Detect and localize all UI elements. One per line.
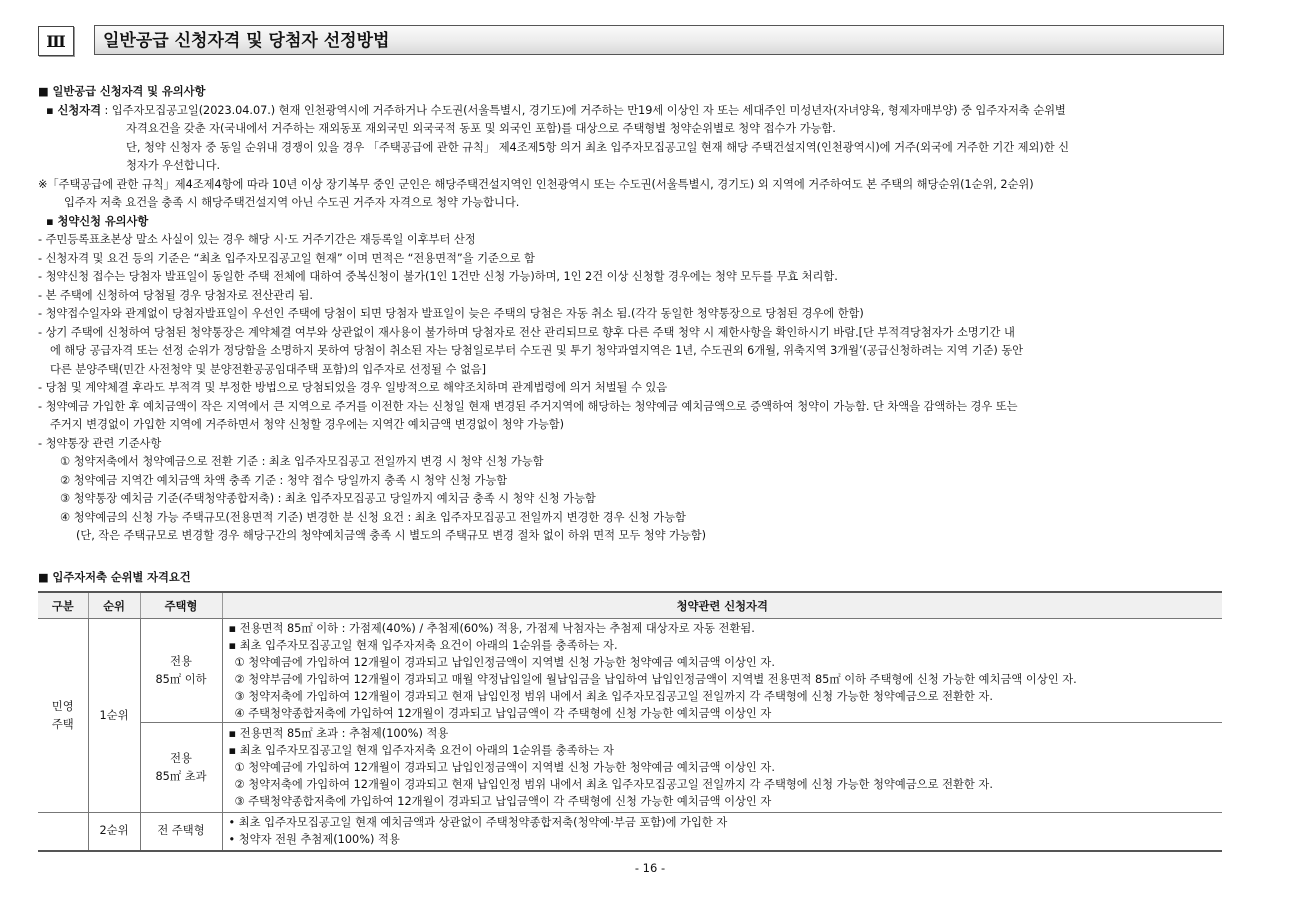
- caution-item: - 당첨 및 계약체결 후라도 부적격 및 부정한 방법으로 당첨되었을 경우 일방적으로 해약조치하며 관계법령에 의거 처벌될 수 있음: [38, 381, 668, 394]
- cell-line: • 최초 입주자모집공고일 현재 예치금액과 상관없이 주택청약종합저축(청약예·부금 포함)에 가입한 자: [228, 816, 728, 830]
- table-row: [38, 723, 1222, 813]
- cell-line: ② 청약저축에 가입하여 12개월이 경과되고 현재 납입인정 범위 내에서 최초 입주자모집공고일 전일까지 각 주택형에 신청 가능한 청약예금으로 전환한 자.: [234, 778, 993, 791]
- caution-item-cont: 에 해당 공급자격 또는 선정 순위가 정당함을 소명하지 못하여 당첨이 취소된 자는 당첨일로부터 수도권 및 투기 청약과열지역은 1년, 수도권외 6개월, 위축지역 3개월’(공급신청하려는 지역 기준) 동안: [50, 344, 1024, 357]
- table-row: [38, 813, 1222, 851]
- caution-item: - 청약예금 가입한 후 예치금액이 작은 지역에서 큰 지역으로 주거를 이전한 자는 신청일 현재 변경된 주거지역에 해당하는 청약예금 예치금액으로 증액하여 청약이 가능함. 단 차액을 감액하는 경우 또는: [38, 399, 1018, 413]
- note-line: ※「주택공급에 관한 규칙」제4조제4항에 따라 10년 이상 장기복무 중인 군인은 해당주택건설지역인 인천광역시 또는 수도권(서울특별시, 경기도) 외 지역에 거주하여도 본 주택의 해당순위(1순위, 2순위): [38, 177, 1034, 191]
- col-header-rank: 순위: [88, 592, 140, 619]
- cell-line: ▪ 최초 입주자모집공고일 현재 입주자저축 요건이 아래의 1순위를 충족하는 자: [228, 744, 614, 757]
- caution-item: - 상기 주택에 신청하여 당첨된 청약통장은 계약체결 여부와 상관없이 재사용이 불가하며 당첨자로 전산 관리되므로 향후 다른 주택 청약 시 제한사항을 확인하시기 바람.[단 부적격당첨자가 소명기간 내: [38, 325, 1015, 339]
- cell-line: ③ 청약저축에 가입하여 12개월이 경과되고 현재 납입인정 범위 내에서 최초 입주자모집공고일 전일까지 각 주택형에 신청 가능한 청약예금으로 전환한 자.: [234, 689, 993, 703]
- section-title: 일반공급 신청자격 및 당첨자 선정방법: [94, 25, 1224, 55]
- col-header-qualification: 청약관련 신청자격: [222, 592, 1222, 619]
- note-line: 입주자 저축 요건을 충족 시 해당주택건설지역 아닌 수도권 거주자 자격으로 청약 가능합니다.: [64, 196, 520, 209]
- caution-label: ▪ 청약신청 유의사항: [46, 214, 149, 228]
- rank-cell: 1순위: [88, 619, 140, 813]
- cell-line: ▪ 전용면적 85㎡ 이하 : 가점제(40%) / 추첨제(60%) 적용, 가점제 낙첨자는 추첨제 대상자로 자동 전환됨.: [228, 621, 755, 635]
- cell-line: ② 청약부금에 가입하여 12개월이 경과되고 매월 약정납입일에 월납입금을 납입하여 납입인정금액이 지역별 전용면적 85㎡ 이하 주택형에 신청 가능한 예치금액 이상인 자.: [234, 672, 1077, 686]
- caution-item: - 본 주택에 신청하여 당첨될 경우 당첨자로 전산관리 됨.: [38, 288, 313, 302]
- table-row: [38, 619, 1222, 723]
- cell-line: ① 청약예금에 가입하여 12개월이 경과되고 납입인정금액이 지역별 신청 가능한 청약예금 예치금액 이상인 자.: [234, 655, 775, 669]
- section-number: Ⅲ: [38, 26, 74, 56]
- criteria-label: - 청약통장 관련 기준사항: [38, 436, 162, 450]
- criteria-item: ③ 청약통장 예치금 기준(주택청약종합저축) : 최초 입주자모집공고 당일까지 예치금 충족 시 청약 신청 가능함: [60, 492, 596, 505]
- type-cell: [140, 723, 222, 813]
- criteria-item: ④ 청약예금의 신청 가능 주택규모(전용면적 기준) 변경한 분 신청 요건 : 최초 입주자모집공고 전일까지 변경한 경우 신청 가능함: [60, 510, 686, 524]
- page-number: - 16 -: [634, 861, 666, 875]
- qualification-cell: [222, 723, 1222, 813]
- type-cell: [140, 619, 222, 723]
- criteria-item: ② 청약예금 지역간 예치금액 차액 충족 기준 : 청약 접수 당일까지 충족 시 청약 신청 가능함: [60, 473, 508, 487]
- col-header-category: 구분: [38, 592, 88, 619]
- criteria-item: ① 청약저축에서 청약예금으로 전환 기준 : 최초 입주자모집공고 전일까지 변경 시 청약 신청 가능함: [60, 455, 544, 468]
- cell-line: ① 청약예금에 가입하여 12개월이 경과되고 납입인정금액이 지역별 신청 가능한 청약예금 예치금액 이상인 자.: [234, 761, 775, 774]
- table-header-row: [38, 592, 1222, 619]
- caution-item-cont: 다른 분양주택(민간 사전청약 및 분양전환공공임대주택 포함)의 입주자로 선정될 수 없음]: [50, 362, 487, 376]
- cell-line: • 청약자 전원 추첨제(100%) 적용: [228, 833, 400, 847]
- category-line: 민영: [51, 699, 74, 713]
- qualification-text: : 입주자모집공고일(2023.04.07.) 현재 인천광역시에 거주하거나 수도권(서울특별시, 경기도)에 거주하는 만19세 이상인 자 또는 세대주인 미성년자(자녀양육, 형제자매부양) 중 입주자저축 순위별: [100, 103, 1066, 117]
- cell-line: ▪ 전용면적 85㎡ 초과 : 추첨제(100%) 적용: [228, 727, 449, 740]
- cell-line: ▪ 최초 입주자모집공고일 현재 입주자저축 요건이 아래의 1순위를 충족하는 자.: [228, 638, 618, 652]
- type-line: 85㎡ 초과: [155, 769, 207, 783]
- type-line: 전용: [170, 654, 192, 668]
- cell-line: ③ 주택청약종합저축에 가입하여 12개월이 경과되고 납입금액이 각 주택형에 신청 가능한 예치금액 이상인 자: [234, 795, 772, 808]
- qualification-line: 청자가 우선합니다.: [126, 159, 220, 172]
- caution-item-cont: 주거지 변경없이 가입한 지역에 거주하면서 청약 신청할 경우에는 지역간 예치금액 변경없이 청약 가능함): [50, 418, 564, 431]
- category-line: 주택: [51, 717, 74, 731]
- caution-item: - 신청자격 및 요건 등의 기준은 “최초 입주자모집공고일 현재” 이며 면적은 “전용면적”을 기준으로 함: [38, 251, 535, 265]
- type-cell: 전 주택형: [140, 813, 222, 851]
- table-heading: ■ 입주자저축 순위별 자격요건: [38, 571, 191, 584]
- qualification-cell: [222, 619, 1222, 723]
- qualification-label: ▪ 신청자격: [46, 103, 101, 117]
- qualification-table: [38, 591, 1222, 852]
- qualification-block: [38, 83, 1228, 546]
- qualification-line: [38, 102, 1228, 121]
- caution-item: - 청약신청 접수는 당첨자 발표일이 동일한 주택 전체에 대하여 중복신청이 불가(1인 1건만 신청 가능)하며, 1인 2건 이상 신청할 경우에는 청약 모두를 무효 처리함.: [38, 270, 838, 283]
- category-cell: [38, 619, 88, 813]
- col-header-type: 주택형: [140, 592, 222, 619]
- qualification-line: 단, 청약 신청자 중 동일 순위내 경쟁이 있을 경우 「주택공급에 관한 규칙」 제4조제5항 의거 최초 입주자모집공고일 현재 해당 주택건설지역(인천광역시)에 거주(외국에 거주한 기간 제외)한 신: [126, 140, 1070, 154]
- type-line: 85㎡ 이하: [155, 672, 207, 686]
- cell-line: ④ 주택청약종합저축에 가입하여 12개월이 경과되고 납입금액이 각 주택형에 신청 가능한 예치금액 이상인 자: [234, 706, 772, 720]
- qualification-cell: [222, 813, 1222, 851]
- caution-item: - 주민등록표초본상 말소 사실이 있는 경우 해당 시·도 거주기간은 재등록일 이후부터 산정: [38, 233, 476, 246]
- category-cell-empty: [38, 813, 88, 851]
- qualification-heading: ■ 일반공급 신청자격 및 유의사항: [38, 85, 206, 98]
- qualification-line: 자격요건을 갖춘 자(국내에서 거주하는 재외동포 재외국민 외국국적 동포 및 외국인 포함)를 대상으로 주택형별 청약순위별로 청약 접수가 가능함.: [126, 122, 836, 135]
- rank-cell: 2순위: [88, 813, 140, 851]
- criteria-item-cont: (단, 작은 주택규모로 변경할 경우 해당구간의 청약예치금액 충족 시 별도의 주택규모 변경 절차 없이 하위 면적 모두 청약 가능함): [76, 529, 707, 542]
- caution-item: - 청약접수일자와 관계없이 당첨자발표일이 우선인 주택에 당첨이 되면 당첨자 발표일이 늦은 주택의 당첨은 자동 취소 됨.(각각 동일한 청약통장으로 당첨된 경우에 한함): [38, 307, 864, 320]
- type-line: 전용: [170, 751, 192, 765]
